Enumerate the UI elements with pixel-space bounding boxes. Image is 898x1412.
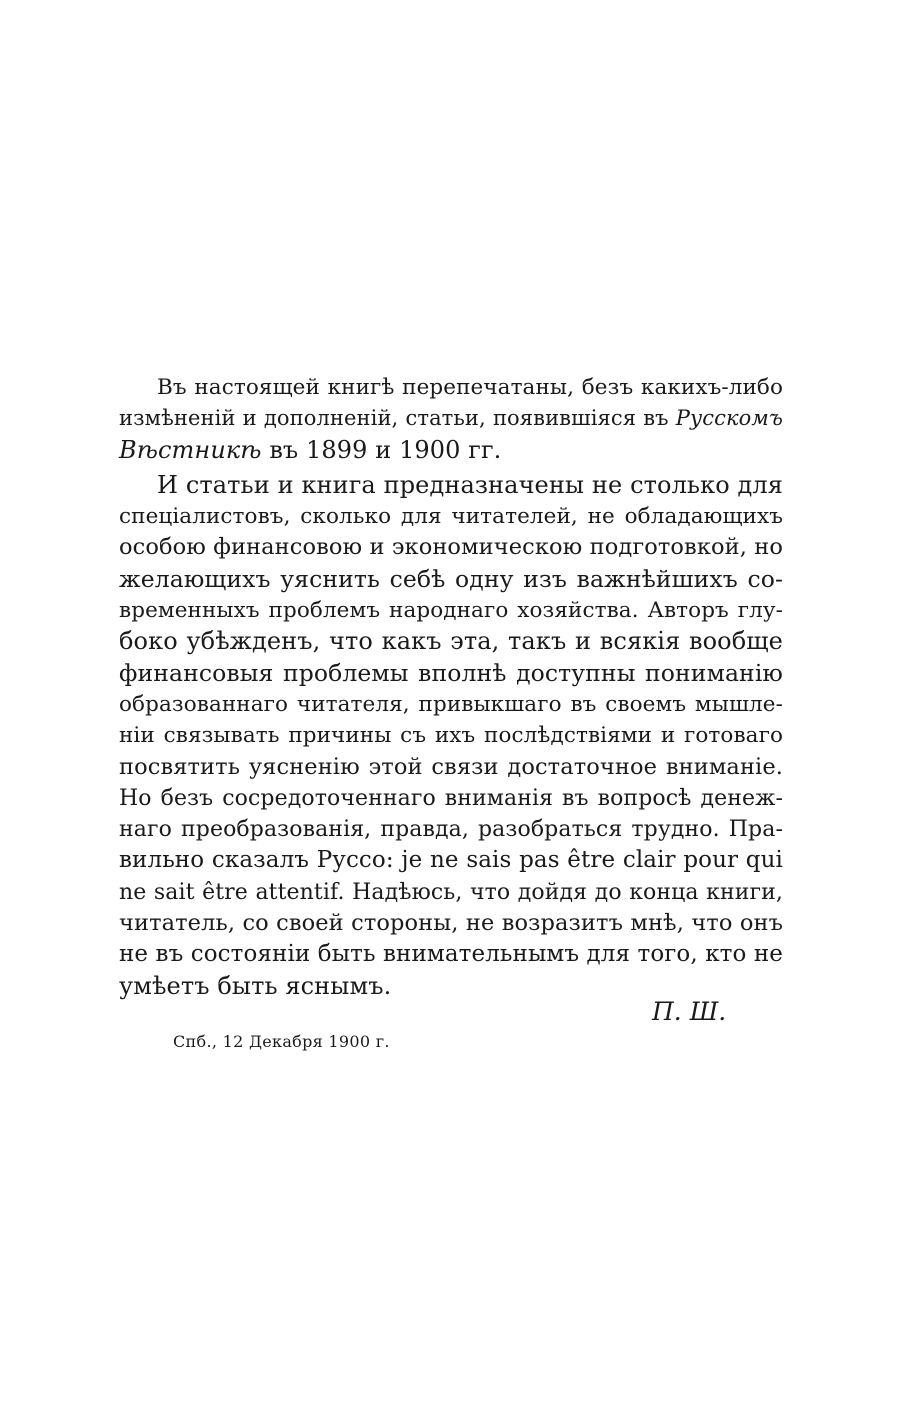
preface-line: не въ состояніи быть внимательнымъ для того, кто не [119, 941, 784, 968]
author-signature: П. Ш. [652, 997, 727, 1026]
preface-line: боко убѣжденъ, что какъ эта, такъ и всякія вообще [119, 627, 783, 656]
preface-line: И статьи и книга предназначены не столько для [157, 470, 783, 499]
preface-line: ніи связывать причины съ ихъ послѣдствіями и готоваго [119, 723, 783, 749]
dateline: Спб., 12 Декабря 1900 г. [173, 1032, 390, 1051]
preface-line: временныхъ проблемъ народнаго хозяйства. Авторъ глу- [119, 598, 783, 624]
preface-line: вильно сказалъ Руссо: je ne sais pas être clair pour qui [119, 847, 783, 874]
preface-line [119, 435, 783, 466]
preface-text [119, 372, 783, 1002]
preface-line: наго преобразованія, правда, разобраться трудно. Пра- [119, 817, 783, 843]
preface-line: умѣетъ быть яснымъ. [119, 971, 392, 1000]
preface-line: особою финансовою и экономическою подготовкой, но [119, 534, 783, 561]
preface-line: желающихъ уяснить себѣ одну изъ важнѣйшихъ со- [119, 564, 783, 593]
preface-line: посвятить уясненію этой связи достаточное вниманіе. [119, 753, 783, 780]
preface-line: Но безъ сосредоточеннаго вниманія въ вопросѣ денеж- [119, 785, 783, 811]
preface-line: ne sait être attentif. Надѣюсь, что дойдя до конца книги, [119, 879, 783, 905]
line-text: Въ настоящей книгѣ перепечатаны, безъ какихъ-либо [157, 375, 783, 400]
preface-line [119, 372, 783, 403]
preface-line [119, 403, 783, 434]
preface-line: финансовыя проблемы вполнѣ доступны пониманію [119, 658, 783, 687]
preface-line: читатель, со своей стороны, не возразитъ мнѣ, что онъ [119, 910, 783, 937]
line-text: въ 1899 и 1900 гг. [261, 435, 502, 464]
preface-line: спеціалистовъ, сколько для читателей, не обладающихъ [119, 504, 783, 530]
preface-line: образованнаго читателя, привыкшаго въ своемъ мышле- [119, 691, 783, 717]
line-text: измѣненій и дополненій, статьи, появившіяся въ [119, 406, 676, 431]
journal-title-part: Вѣстникѣ [119, 435, 262, 464]
journal-title-part: Русскомъ [675, 406, 783, 431]
